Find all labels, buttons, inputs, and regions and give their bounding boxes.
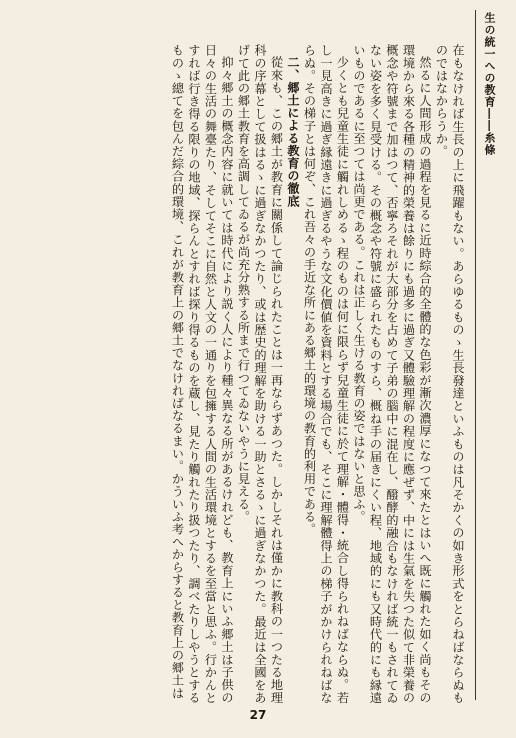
running-header: 生の統一への教育――糸條	[483, 12, 496, 156]
paragraph-3: 少くとも兒童生徒に觸れしめるゝ程のものは何に限らず兒童生徒に於て理解・體得・統合し得られねばならぬ。若し一見高きに過ぎ縁遠きに過ぎるやうな文化價値を資料とする場合でも、そこに理解體得上の梯子がかけられねばならぬ。その梯子とは何ぞ、これ吾々の手近な所にある郷土的環境の教育的利用である。	[302, 44, 350, 704]
body-text	[36, 44, 466, 704]
page-number: 27	[249, 708, 267, 722]
paragraph-1: 在もなければ生長の上に飛躍もない。あらゆるものゝ生長發達といふものは凡そかくの如き形式をとらねばならぬものではなからうか。	[434, 44, 465, 704]
paragraph-2: 然るに人間形成の過程を見るに近時綜合的全體的な色彩が漸次濃厚になつて來たとはいへ既に觸れた如く尚もその環境から來る各種の精神的榮養は餘りにも過多に過ぎ又體驗理解の程度に應ぜず、中には生氣を失つた似て非榮養の概念や符號まで加はつて、否寧ろそれが大部分を占めて子弟の腦中に混在し、醱酵的融合もなければ統一もされてゐない姿を多く見受ける。その概念や符號に盛られたものすら、概ね手の届きにくい程、地域的にも又時代的にも縁遠いものであるに至つては尚更である。これは正しく生ける教育の姿ではないと思ふ。	[352, 44, 432, 704]
paragraph-5: 抑々郷土の概念内容に就いては時代により説く人により種々異なる所があるけれども、教育上にいふ郷土は子供の日々の生活の舞臺たり、そしてそこに自然と人文の一通りを包擁する人間の生活環境とするを至當と思ふ。行かんとすれば行き得る限りの地域、探らんとすれば探り得るものを蔵し、見たり觸れたり扱つたり、調べたりしやうとするものゝ總てを包んだ綜合的環境、これが教育上の郷土でなければなるまい。かういふ考へからすると教育上の郷土は	[170, 44, 234, 704]
paragraph-4: 從來も、この郷土が教育に關係して論じられたことは一再ならずあつた。しかしそれは僅かに教科の一つたる地理科の序幕として扱はるゝに過ぎなかつたり、或は歴史的理解を助ける一助とさるゝに過ぎなかつた。最近は全國をあげて此の郷土教育を高調してゐるが尚充分熟する所まで行つてゐないやうに見える。	[236, 44, 284, 704]
section-heading: 二、郷土による教育の徹底	[286, 56, 300, 208]
header-rule	[475, 10, 476, 700]
